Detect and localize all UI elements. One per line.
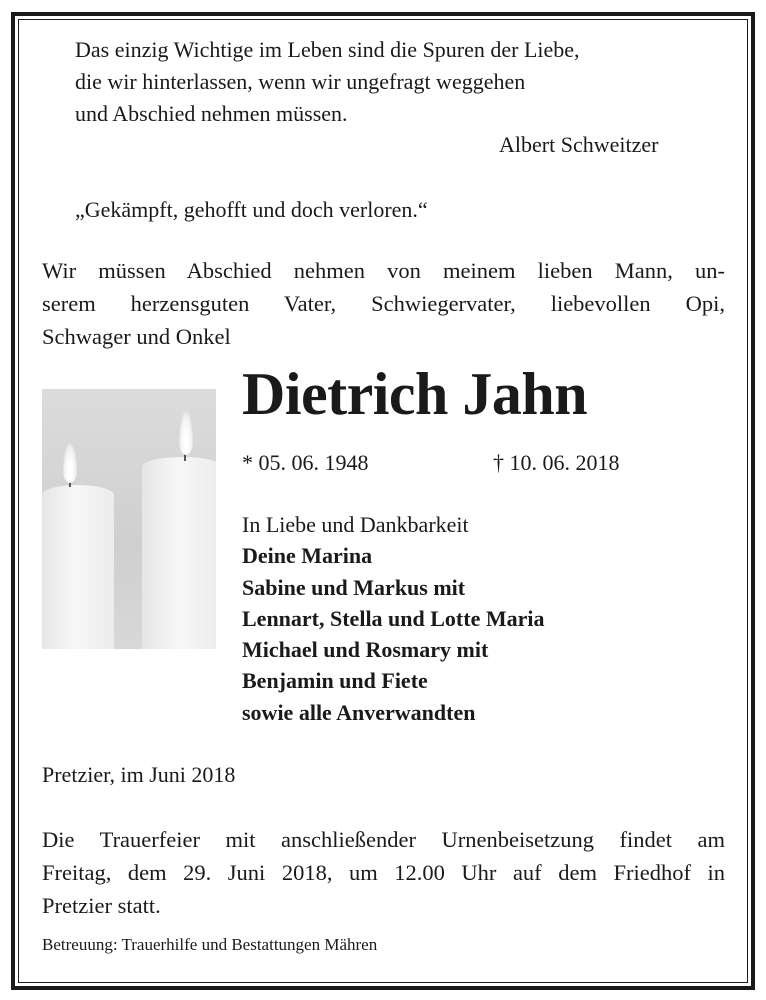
mourner-6: sowie alle Anverwandten: [242, 700, 476, 725]
intro-line-2: serem herzensguten Vater, Schwiegervater, liebevollen Opi,: [42, 291, 725, 316]
quote-line-2: die wir hinterlassen, wenn wir ungefragt weggehen: [75, 69, 526, 94]
intro-line-3: Schwager und Onkel: [42, 324, 231, 349]
service-paragraph: [42, 823, 725, 922]
intro-line-1: Wir müssen Abschied nehmen von meinem lieben Mann, un-: [42, 258, 725, 283]
deceased-name: Dietrich Jahn: [242, 361, 588, 427]
candles-photo: [42, 389, 216, 649]
intro-paragraph: [42, 254, 725, 353]
candle-left: [42, 485, 114, 649]
quote-line-3: und Abschied nehmen müssen.: [75, 101, 348, 126]
funeral-home: Betreuung: Trauerhilfe und Bestattungen Mähren: [42, 935, 378, 954]
motto: „Gekämpft, gehofft und doch verloren.“: [75, 197, 428, 222]
candle-right: [142, 457, 216, 649]
flame-right-icon: [179, 411, 193, 455]
flame-left-icon: [63, 443, 77, 483]
service-line-2: Freitag, dem 29. Juni 2018, um 12.00 Uhr auf dem Friedhof in: [42, 860, 725, 885]
mourner-3: Lennart, Stella und Lotte Maria: [242, 606, 545, 631]
death-date: † 10. 06. 2018: [493, 450, 620, 475]
birth-date: * 05. 06. 1948: [242, 450, 369, 475]
service-line-1: Die Trauerfeier mit anschließender Urnenbeisetzung findet am: [42, 827, 725, 852]
mourners-intro: In Liebe und Dankbarkeit: [242, 512, 469, 537]
place-date: Pretzier, im Juni 2018: [42, 762, 236, 787]
mourner-4: Michael und Rosmary mit: [242, 637, 489, 662]
service-line-3: Pretzier statt.: [42, 893, 161, 918]
quote-author: Albert Schweitzer: [499, 132, 659, 157]
quote-line-1: Das einzig Wichtige im Leben sind die Spuren der Liebe,: [75, 37, 580, 62]
mourner-1: Deine Marina: [242, 543, 373, 568]
mourner-5: Benjamin und Fiete: [242, 668, 428, 693]
mourner-2: Sabine und Markus mit: [242, 575, 466, 600]
